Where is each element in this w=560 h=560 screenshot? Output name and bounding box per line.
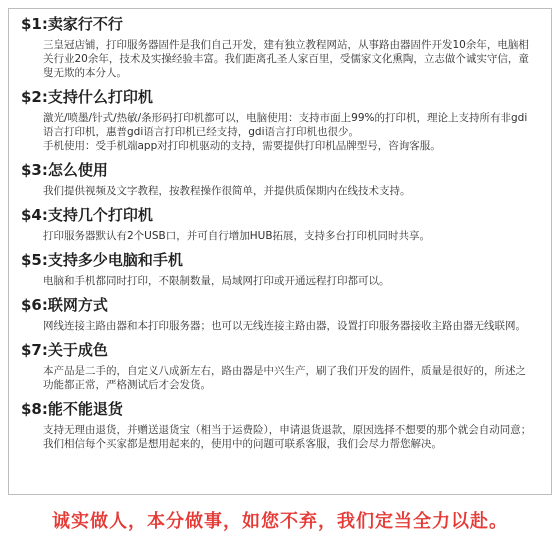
faq-line: 网线连接主路由器和本打印服务器；也可以无线连接主路由器，设置打印服务器接收主路由器无线联网。 — [43, 320, 526, 332]
faq-body — [19, 364, 541, 392]
faq-line: 打印服务器默认有2个USB口，并可自行增加HUB拓展，支持多台打印机同时共享。 — [43, 230, 431, 242]
faq-section-printers — [19, 88, 541, 153]
faq-line: 手机使用：受手机端app对打印机驱动的支持，需要提供打印机品牌型号，咨询客服。 — [43, 140, 441, 152]
faq-title: $5:支持多少电脑和手机 — [21, 251, 183, 269]
faq-title: $7:关于成色 — [21, 341, 108, 359]
faq-section-seller — [19, 15, 541, 80]
faq-line: 支持无理由退货，并赠送退货宝（相当于运费险），申请退货退款，原因选择不想要的那个就会自动同意；我们相信每个买家都是想用起来的，使用中的问题可联系客服，我们会尽力帮您解决。 — [43, 424, 532, 450]
faq-body — [19, 229, 541, 243]
faq-body — [19, 184, 541, 198]
faq-title: $3:怎么使用 — [21, 161, 108, 179]
faq-title: $1:卖家行不行 — [21, 15, 123, 33]
footer-slogan: 诚实做人，本分做事，如您不弃，我们定当全力以赴。 — [52, 511, 508, 532]
faq-box — [8, 8, 552, 495]
faq-body — [19, 38, 541, 80]
faq-line: 激光/喷墨/针式/热敏/条形码打印机都可以，电脑使用：支持市面上99%的打印机，理论上支持所有非gdi语言打印机，惠普gdi语言打印机已经支持，gdi语言打印机也很少。 — [43, 112, 528, 138]
faq-section-printer-count — [19, 206, 541, 243]
faq-title: $8:能不能退货 — [21, 400, 123, 418]
faq-body — [19, 274, 541, 288]
faq-section-network — [19, 296, 541, 333]
faq-title: $2:支持什么打印机 — [21, 88, 153, 106]
faq-section-condition — [19, 341, 541, 392]
faq-body — [19, 423, 541, 451]
faq-body — [19, 111, 541, 153]
faq-section-device-count — [19, 251, 541, 288]
faq-line: 三皇冠店铺，打印服务器固件是我们自己开发，建有独立教程网站，从事路由器固件开发10余年，电脑相关行业20余年，技术及实操经验丰富。我们距离孔圣人家百里，受儒家文化熏陶，立志做个诚实守信，童叟无欺的本分人。 — [43, 39, 529, 79]
faq-section-usage — [19, 161, 541, 198]
faq-title: $4:支持几个打印机 — [21, 206, 153, 224]
faq-title: $6:联网方式 — [21, 296, 108, 314]
faq-line: 我们提供视频及文字教程，按教程操作很简单，并提供质保期内在线技术支持。 — [43, 185, 411, 197]
faq-body — [19, 319, 541, 333]
faq-line: 本产品是二手的，自定义八成新左右，路由器是中兴生产，刷了我们开发的固件，质量是很好的，所述之功能都正常，严格测试后才会发货。 — [43, 365, 526, 391]
faq-section-returns — [19, 400, 541, 451]
faq-line: 电脑和手机都同时打印，不限制数量，局域网打印或开通远程打印都可以。 — [43, 275, 390, 287]
